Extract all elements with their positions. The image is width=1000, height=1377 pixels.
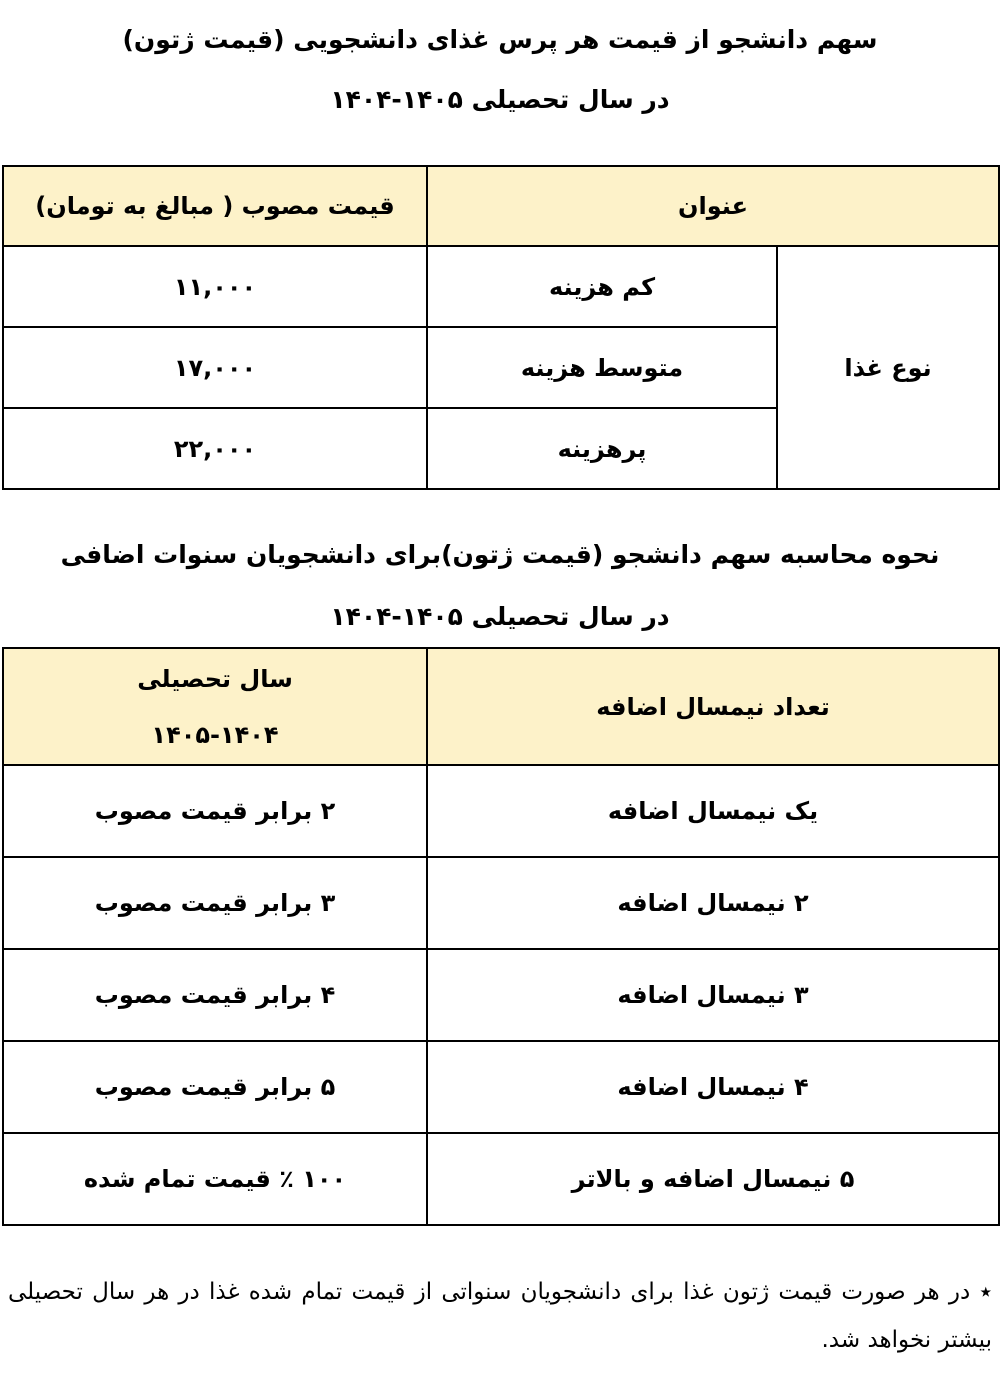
semester-count-cell: یک نیمسال اضافه	[427, 765, 999, 857]
header-title-cell: عنوان	[427, 166, 999, 246]
price-multiplier-cell: ۴ برابر قیمت مصوب	[3, 949, 427, 1041]
table-row	[3, 246, 999, 327]
section-title: نحوه محاسبه سهم دانشجو (قیمت ژتون)برای دانشجویان سنوات اضافی	[60, 540, 940, 569]
table-row	[3, 765, 999, 857]
header-year-value: ۱۴۰۵-۱۴۰۴	[151, 720, 279, 749]
header-year-label: سال تحصیلی	[137, 664, 293, 693]
table-row	[3, 949, 999, 1041]
header-year-cell	[3, 648, 427, 765]
table-row	[3, 1041, 999, 1133]
header-count-cell: تعداد نیمسال اضافه	[427, 648, 999, 765]
table-header-row	[3, 166, 999, 246]
price-multiplier-cell: ۱۰۰ ٪ قیمت تمام شده	[3, 1133, 427, 1225]
table-header-row	[3, 648, 999, 765]
page-title: سهم دانشجو از قیمت هر پرس غذای دانشجویی (قیمت ژتون)	[122, 25, 878, 54]
price-multiplier-cell: ۵ برابر قیمت مصوب	[3, 1041, 427, 1133]
meal-price-cell: ۱۱,۰۰۰	[3, 246, 427, 327]
meal-price-cell: ۱۷,۰۰۰	[3, 327, 427, 408]
price-multiplier-cell: ۳ برابر قیمت مصوب	[3, 857, 427, 949]
semester-count-cell: ۴ نیمسال اضافه	[427, 1041, 999, 1133]
meal-type-group-cell: نوع غذا	[777, 246, 999, 489]
semester-count-cell: ۲ نیمسال اضافه	[427, 857, 999, 949]
table-row	[3, 857, 999, 949]
page-subtitle-year: در سال تحصیلی ۱۴۰۵-۱۴۰۴	[330, 85, 670, 114]
table-row	[3, 1133, 999, 1225]
section-subtitle-year: در سال تحصیلی ۱۴۰۵-۱۴۰۴	[330, 602, 670, 631]
footnote: ٭ در هر صورت قیمت ژتون غذا برای دانشجویان سنواتی از قیمت تمام شده غذا در هر سال تحصیلی بیشتر نخواهد شد.	[8, 1279, 992, 1353]
semester-count-cell: ۵ نیمسال اضافه و بالاتر	[427, 1133, 999, 1225]
meal-label-cell: پرهزینه	[427, 408, 777, 489]
meal-label-cell: متوسط هزینه	[427, 327, 777, 408]
extra-semester-table	[2, 647, 1000, 1226]
price-multiplier-cell: ۲ برابر قیمت مصوب	[3, 765, 427, 857]
header-price-cell: قیمت مصوب ( مبالغ به تومان)	[3, 166, 427, 246]
meal-price-cell: ۲۲,۰۰۰	[3, 408, 427, 489]
semester-count-cell: ۳ نیمسال اضافه	[427, 949, 999, 1041]
meal-price-table	[2, 165, 1000, 490]
meal-label-cell: کم هزینه	[427, 246, 777, 327]
